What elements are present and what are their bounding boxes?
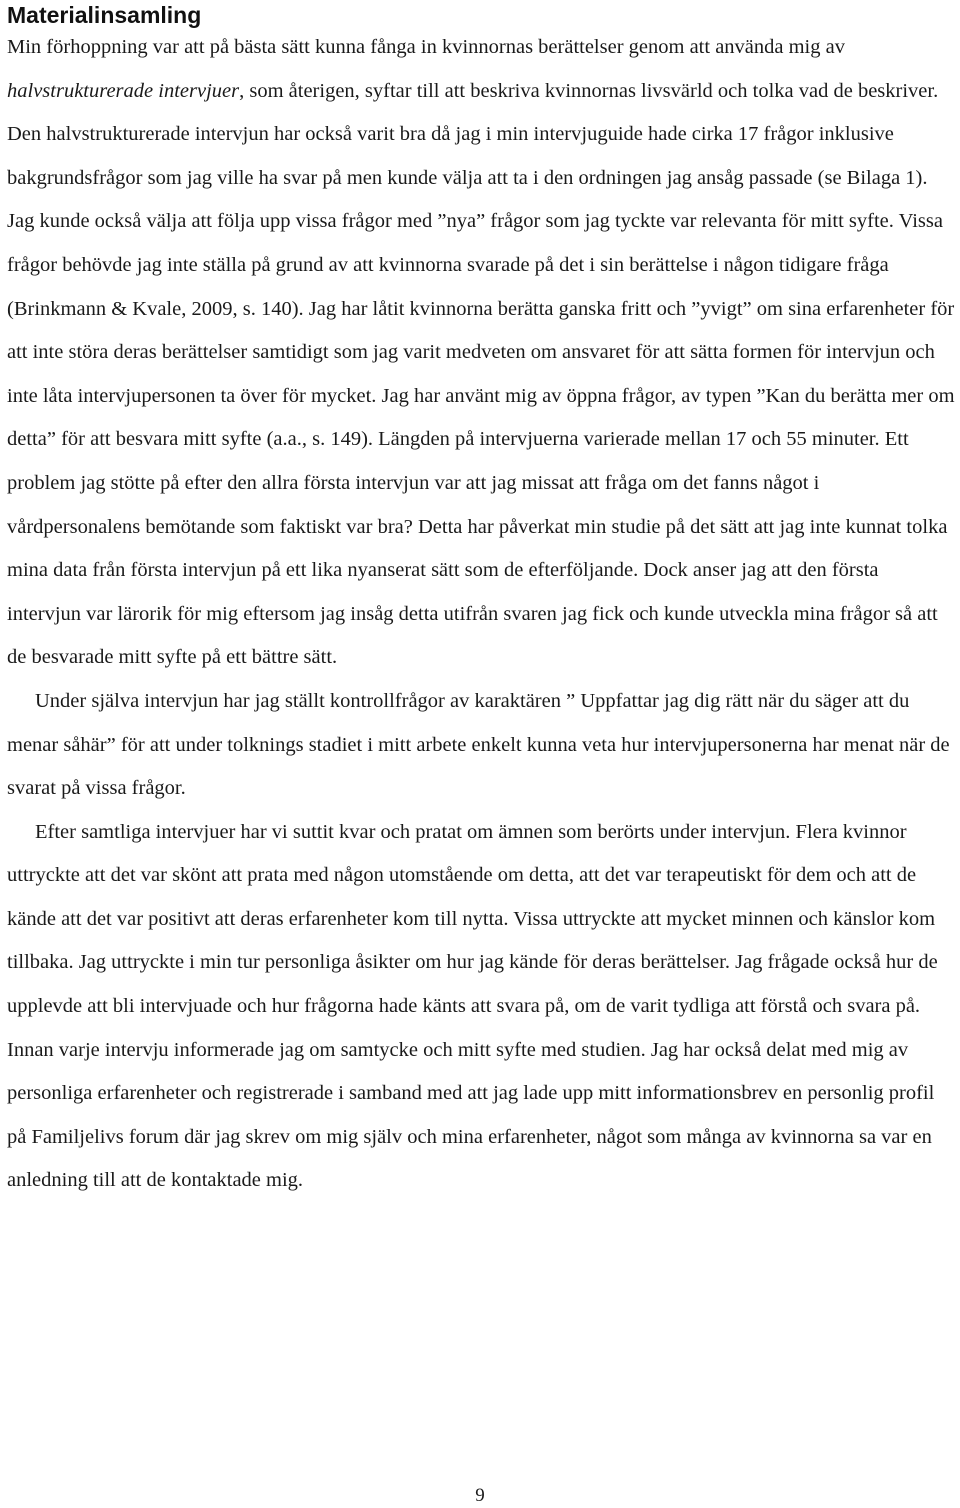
section-heading: Materialinsamling <box>7 2 202 28</box>
paragraph-after-interviews: Efter samtliga intervjuer har vi suttit kvar och pratat om ämnen som berörts under intervjun. Flera kvinnor uttryckte att det var skönt att prata med någon utomstående om detta, att det var terapeutiskt för dem och att de kände att det var positivt att deras erfarenheter kom till nytta. Vissa uttryckte att mycket minnen och känslor kom tillbaka. Jag uttryckte i min tur personliga åsikter om hur jag kände för deras berättelser. Jag frågade också hur de upplevde att bli intervjuade och hur frågorna hade känts att svara på, om de varit tydliga att förstå och svara på. Innan varje intervju informerade jag om samtycke och mitt syfte med studien. Jag har också delat med mig av personliga erfarenheter och registrerade i samband med att jag lade upp mitt informationsbrev en personlig profil på Familjelivs forum där jag skrev om mig själv och mina erfarenheter, något som många av kvinnorna sa var en anledning till att de kontaktade mig. <box>7 820 938 1192</box>
paragraph-intro <box>7 26 957 680</box>
paragraph-intro-part2: , som återigen, syftar till att beskriva kvinnornas livsvärld och tolka vad de beskriver. Den halvstrukturerade intervjun har också varit bra då jag i min intervjuguide hade cirka 17 frågor inklusive bakgrundsfrågor som jag ville ha svar på men kunde välja att ta i den ordningen jag ansåg passade (se Bilaga 1). Jag kunde också välja att följa upp vissa frågor med ”nya” frågor som jag tyckte var relevanta för mitt syfte. Vissa frågor behövde jag inte ställa på grund av att kvinnorna svarade på det i sin berättelse i någon tidigare fråga (Brinkmann & Kvale, 2009, s. 140). Jag har låtit kvinnorna berätta ganska fritt och ”yvigt” om sina erfarenheter för att inte störa deras berättelser samtidigt som jag varit medveten om ansvaret för att sätta formen för intervjun och inte låta intervjupersonen ta över för mycket. Jag har använt mig av öppna frågor, av typen ”Kan du berätta mer om detta” för att besvara mitt syfte (a.a., s. 149). Längden på intervjuerna varierade mellan 17 och 55 minuter. Ett problem jag stötte på efter den allra första intervjun var att jag missat att fråga om det fanns något i vårdpersonalens bemötande som faktiskt var bra? Detta har påverkat min studie på det sätt att jag inte kunnat tolka mina data från första intervjun på ett lika nyanserat sätt som de efterföljande. Dock anser jag att den första intervjun var lärorik för mig eftersom jag insåg detta utifrån svaren jag fick och kunde utveckla mina frågor så att de besvarade mitt syfte på ett bättre sätt. <box>7 79 955 669</box>
paragraph-intro-part1: Min förhoppning var att på bästa sätt kunna fånga in kvinnornas berättelser genom att använda mig av <box>7 36 845 58</box>
page-number: 9 <box>475 1485 485 1506</box>
body-text <box>7 26 957 1203</box>
paragraph-intro-italic: halvstrukturerade intervjuer <box>7 79 240 102</box>
paragraph-control-questions: Under själva intervjun har jag ställt kontrollfrågor av karaktären ” Uppfattar jag dig rätt när du säger att du menar såhär” för att under tolknings stadiet i mitt arbete enkelt kunna veta hur intervjupersonerna har menat när de svarat på vissa frågor. <box>7 689 950 800</box>
